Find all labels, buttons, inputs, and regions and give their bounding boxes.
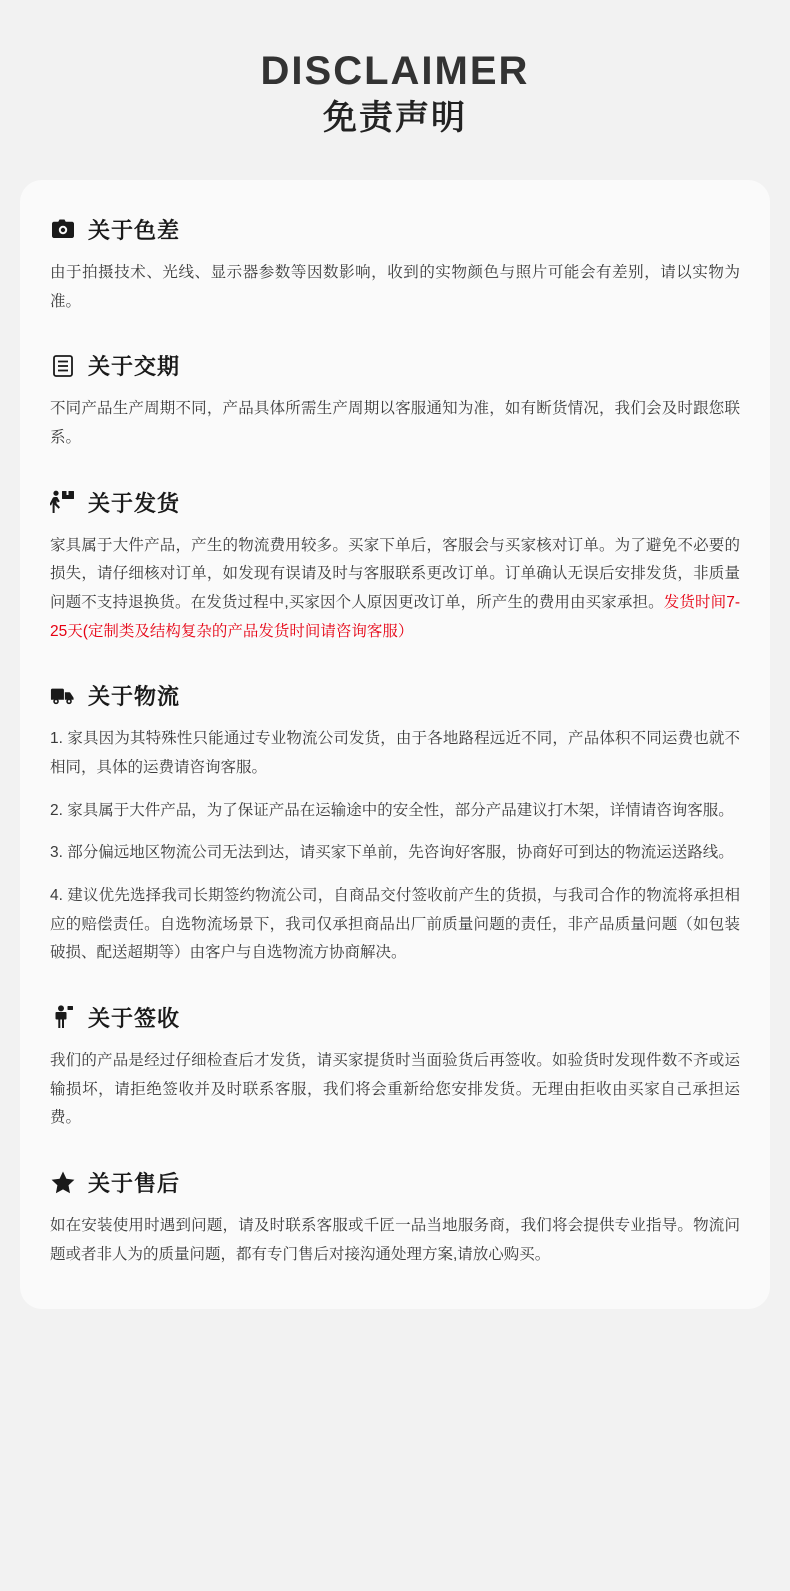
section-header bbox=[50, 487, 740, 518]
section-header bbox=[50, 214, 740, 245]
star-icon bbox=[50, 1169, 76, 1195]
section-title: 关于签收 bbox=[88, 1005, 181, 1031]
section-paragraph: 如在安装使用时遇到问题，请及时联系客服或千匠一品当地服务商，我们将会提供专业指导。物流问题或者非人为的质量问题，都有专门售后对接沟通处理方案,请放心购买。 bbox=[50, 1216, 740, 1263]
calendar-list-icon bbox=[50, 353, 76, 379]
section-title: 关于物流 bbox=[88, 684, 181, 710]
section-paragraph: 2. 家具属于大件产品，为了保证产品在运输途中的安全性，部分产品建议打木架，详情请咨询客服。 bbox=[50, 801, 734, 819]
porter-cart-icon bbox=[50, 489, 76, 515]
section-paragraph: 由于拍摄技术、光线、显示器参数等因数影响，收到的实物颜色与照片可能会有差别，请以实物为准。 bbox=[50, 263, 740, 310]
section-title: 关于色差 bbox=[88, 217, 181, 243]
section-title: 关于交期 bbox=[88, 354, 181, 380]
section-delivery-period bbox=[50, 350, 740, 452]
shipping-highlight: 发货时间7-25天(定制类及结构复杂的产品发货时间请咨询客服） bbox=[50, 593, 740, 640]
truck-icon bbox=[50, 683, 76, 709]
section-paragraph: 我们的产品是经过仔细检查后才发货，请买家提货时当面验货后再签收。如验货时发现件数不齐或运输损坏，请拒绝签收并及时联系客服，我们将会重新给您安排发货。无理由拒收由买家自己承担运费。 bbox=[50, 1051, 740, 1127]
section-header bbox=[50, 1167, 740, 1198]
section-color-difference bbox=[50, 214, 740, 316]
section-acceptance bbox=[50, 1002, 740, 1133]
shipping-text: 家具属于大件产品，产生的物流费用较多。买家下单后，客服会与买家核对订单。为了避免不必要的损失，请仔细核对订单，如发现有误请及时与客服联系更改订单。订单确认无误后安排发货，非质量问题不支持退换货。在发货过程中,买家因个人原因更改订单，所产生的费用由买家承担。 bbox=[50, 536, 740, 611]
section-paragraph: 1. 家具因为其特殊性只能通过专业物流公司发货，由于各地路程远近不同，产品体积不同运费也就不相同，具体的运费请咨询客服。 bbox=[50, 730, 740, 776]
section-paragraph bbox=[50, 532, 740, 647]
section-header bbox=[50, 680, 740, 711]
section-header bbox=[50, 1002, 740, 1033]
page-title-cn: 免责声明 bbox=[323, 99, 467, 137]
disclaimer-card bbox=[20, 180, 770, 1309]
logistics-list bbox=[50, 725, 740, 968]
section-logistics bbox=[50, 680, 740, 968]
section-header bbox=[50, 350, 740, 381]
section-title: 关于售后 bbox=[88, 1170, 181, 1196]
page-title-en: DISCLAIMER bbox=[260, 49, 530, 93]
section-after-sales bbox=[50, 1167, 740, 1269]
section-paragraph: 3. 部分偏远地区物流公司无法到达，请买家下单前，先咨询好客服，协商好可到达的物流运送路线。 bbox=[50, 844, 734, 862]
section-paragraph: 4. 建议优先选择我司长期签约物流公司，自商品交付签收前产生的货损，与我司合作的物流将承担相应的赔偿责任。自选物流场景下，我司仅承担商品出厂前质量问题的责任，非产品质量问题（如包装破损、配送超期等）由客户与自选物流方协商解决。 bbox=[50, 886, 740, 962]
person-sign-icon bbox=[50, 1004, 76, 1030]
section-shipping bbox=[50, 487, 740, 647]
section-title: 关于发货 bbox=[88, 490, 181, 516]
page-header bbox=[0, 0, 790, 166]
section-paragraph: 不同产品生产周期不同，产品具体所需生产周期以客服通知为准，如有断货情况，我们会及时跟您联系。 bbox=[50, 400, 740, 446]
camera-icon bbox=[50, 216, 76, 242]
